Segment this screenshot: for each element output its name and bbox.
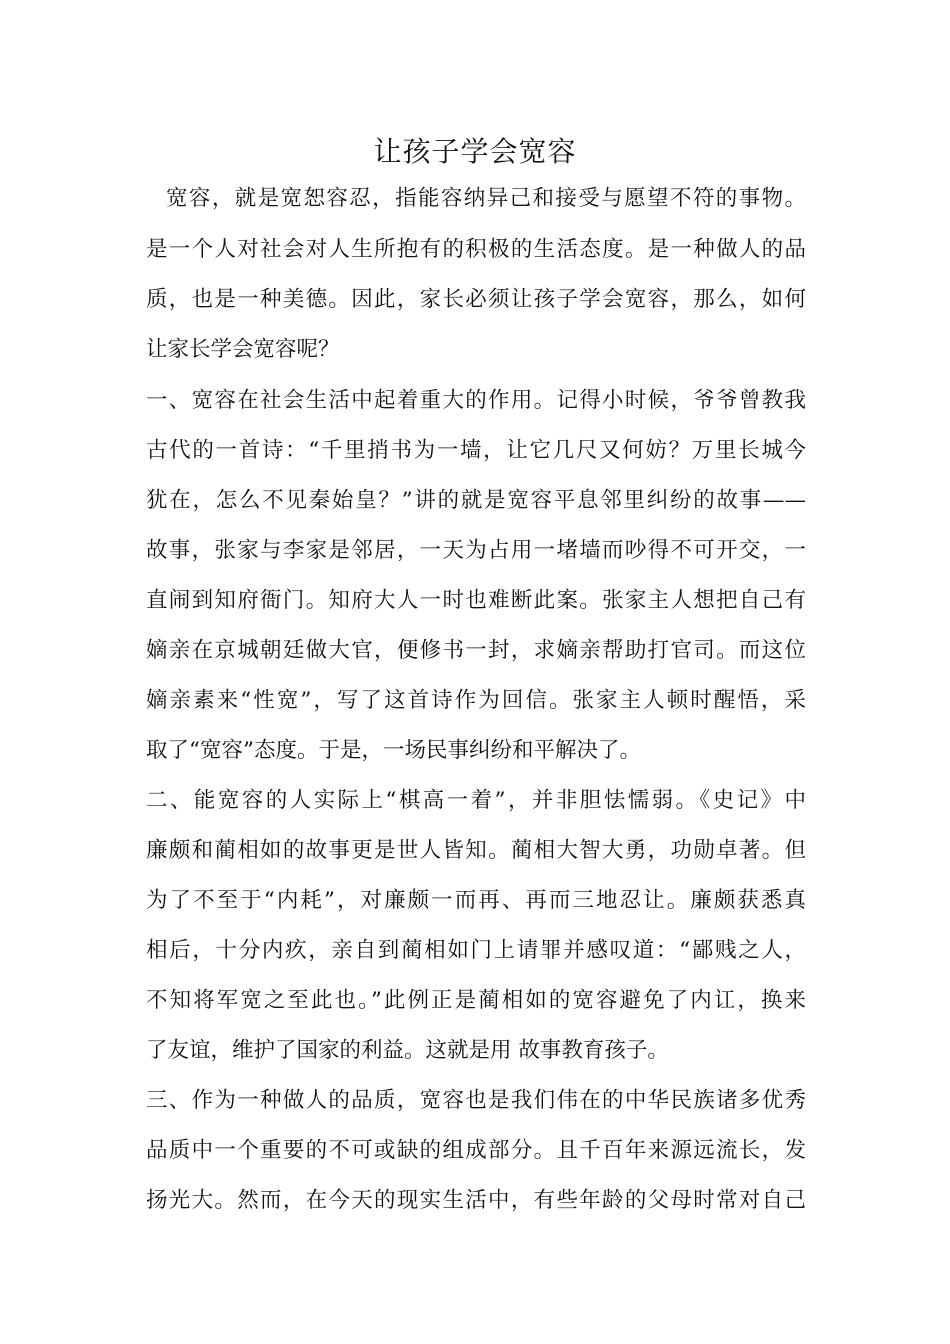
document-title: 让孩子学会宽容 xyxy=(373,135,577,168)
paragraph-line: 宽容，就是宽恕容忍，指能容纳异己和接受与愿望不符的事物。 xyxy=(166,186,806,211)
paragraph-line: 犹在，怎么不见秦始皇？”讲的就是宽容平息邻里纠纷的故事—— xyxy=(146,488,806,513)
paragraph-line: 了友谊，维护了国家的利益。这就是用 故事教育孩子。 xyxy=(146,1038,669,1063)
paragraph-line: 直闹到知府衙门。知府大人一时也难断此案。张家主人想把自己有 xyxy=(146,588,806,613)
paragraph-line: 是一个人对社会对人生所抱有的积极的生活态度。是一种做人的品 xyxy=(146,237,806,262)
paragraph-line: 品质中一个重要的不可或缺的组成部分。且千百年来源远流长，发 xyxy=(146,1138,806,1163)
paragraph-line: 相后，十分内疚，亲自到蔺相如门上请罪并感叹道：“鄙贱之人， xyxy=(146,938,806,963)
paragraph-line: 取了“宽容”态度。于是，一场民事纠纷和平解决了。 xyxy=(146,738,641,763)
paragraph-line: 一、宽容在社会生活中起着重大的作用。记得小时候，爷爷曾教我 xyxy=(146,388,806,413)
paragraph-line: 古代的一首诗：“千里捎书为一墙，让它几尺又何妨？万里长城今 xyxy=(146,438,806,463)
paragraph-line: 让家长学会宽容呢？ xyxy=(146,337,340,362)
paragraph-line: 廉颇和蔺相如的故事更是世人皆知。蔺相大智大勇，功勋卓著。但 xyxy=(146,838,806,863)
paragraph-line: 故事，张家与李家是邻居，一天为占用一堵墙而吵得不可开交，一 xyxy=(146,538,806,563)
paragraph-line: 嫡亲在京城朝廷做大官，便修书一封，求嫡亲帮助打官司。而这位 xyxy=(146,638,806,663)
paragraph-line: 不知将军宽之至此也。”此例正是蔺相如的宽容避免了内讧，换来 xyxy=(146,988,806,1013)
paragraph-line: 扬光大。然而，在今天的现实生活中，有些年龄的父母时常对自己 xyxy=(146,1188,806,1213)
paragraph-line: 为了不至于“内耗”，对廉颇一而再、再而三地忍让。廉颇获悉真 xyxy=(146,888,806,913)
paragraph-line: 嫡亲素来“性宽”，写了这首诗作为回信。张家主人顿时醒悟，采 xyxy=(146,688,806,713)
paragraph-line: 三、作为一种做人的品质，宽容也是我们伟在的中华民族诸多优秀 xyxy=(146,1088,806,1113)
paragraph-line: 二、能宽容的人实际上“棋高一着”，并非胆怯懦弱。《史记》中 xyxy=(146,788,806,813)
paragraph-line: 质，也是一种美德。因此，家长必须让孩子学会宽容，那么，如何 xyxy=(146,287,806,312)
